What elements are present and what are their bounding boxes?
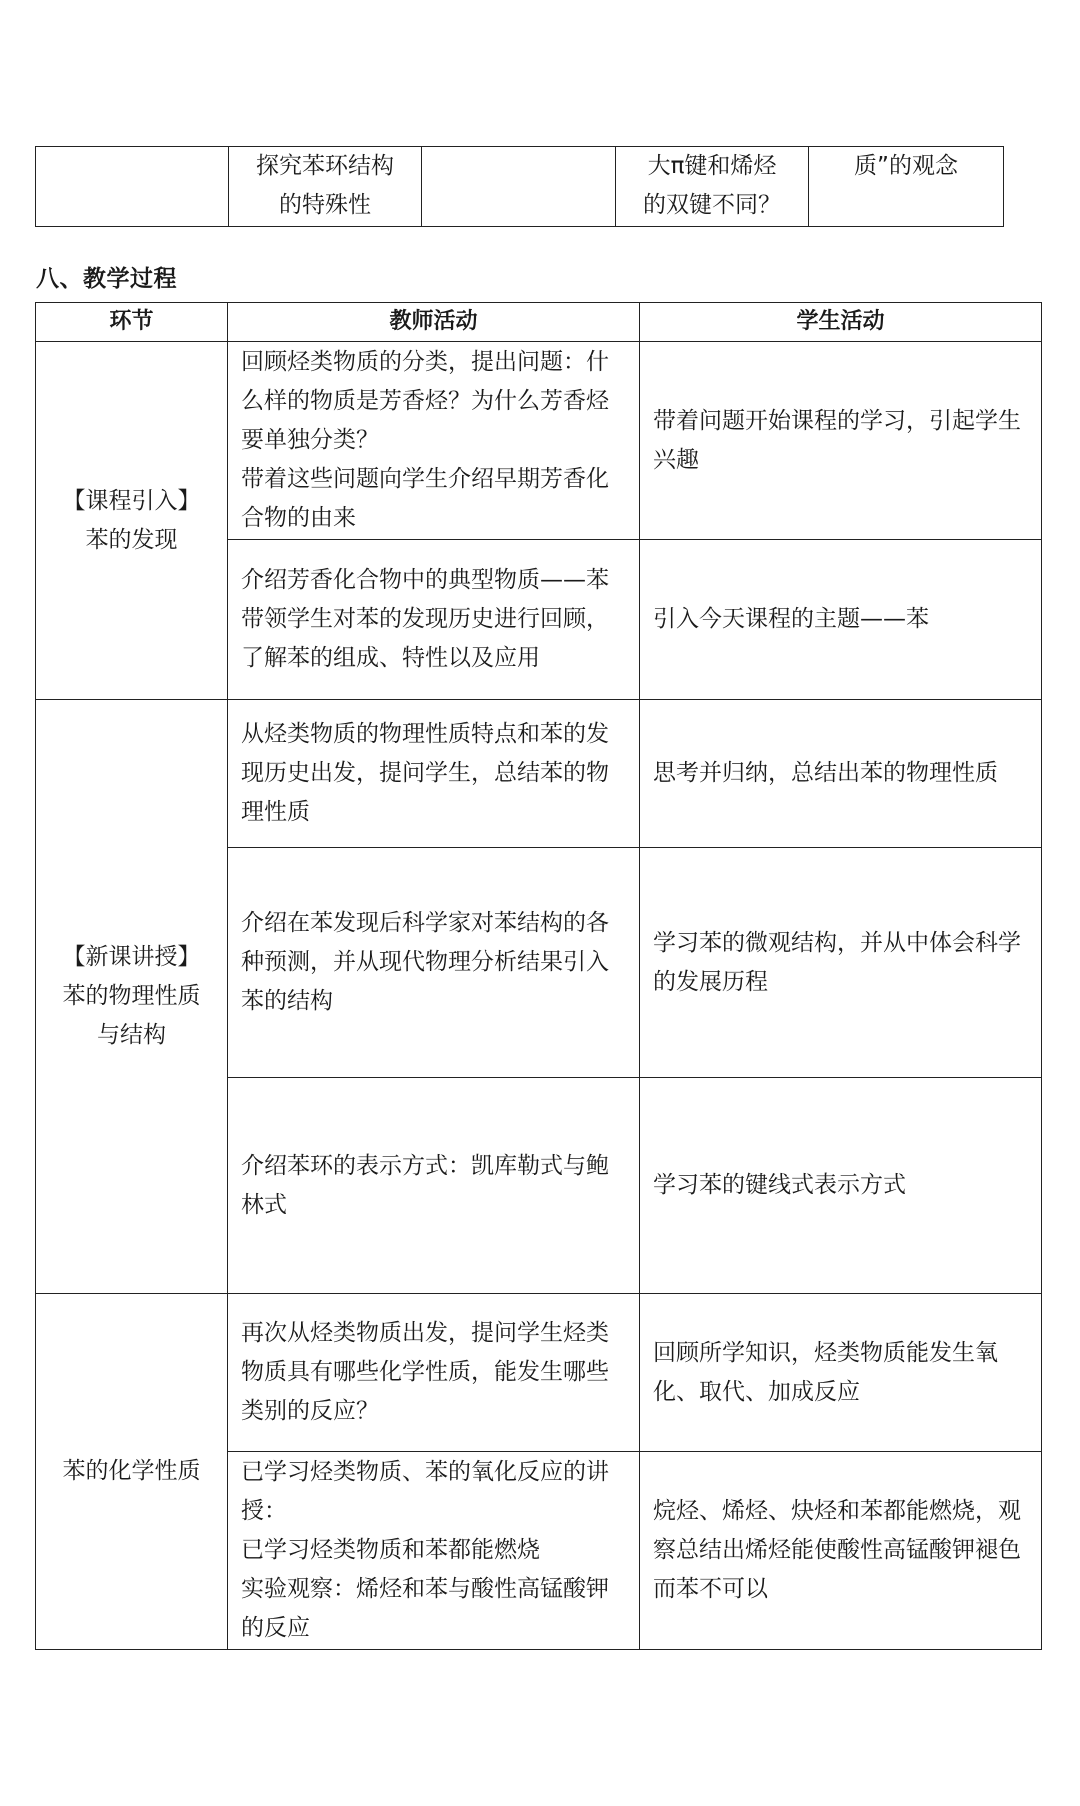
- student-activity-cell: [640, 700, 1042, 848]
- table-cell: [36, 147, 229, 227]
- teacher-activity-cell: [228, 540, 640, 700]
- stage-label: 【新课讲授】: [62, 944, 201, 970]
- table-row: [36, 1294, 1042, 1452]
- teacher-activity-text: 带领学生对苯的发现历史进行回顾，了解苯的组成、特性以及应用: [241, 606, 609, 671]
- table-cell: 大π键和烯烃的双键不同？: [616, 147, 809, 227]
- table-cell: 探究苯环结构的特殊性: [229, 147, 422, 227]
- student-activity-cell: [640, 540, 1042, 700]
- stage-label: 苯的物理性质与结构: [62, 983, 201, 1048]
- teacher-activity-text: 已学习烃类物质、苯的氧化反应的讲授：: [241, 1459, 609, 1524]
- teacher-activity-cell: [228, 342, 640, 540]
- column-header-teacher-activity: 教师活动: [228, 303, 640, 342]
- column-header-student-activity: 学生活动: [640, 303, 1042, 342]
- student-activity-text: 回顾所学知识，烃类物质能发生氧化、取代、加成反应: [653, 1339, 998, 1405]
- teaching-process-table: [35, 302, 1042, 1650]
- student-activity-text: 学习苯的微观结构，并从中体会科学的发展历程: [653, 929, 1021, 995]
- student-activity-text: 思考并归纳，总结出苯的物理性质: [653, 760, 998, 786]
- column-header-stage: 环节: [36, 303, 228, 342]
- table-cell: [422, 147, 616, 227]
- table-header-row: [36, 303, 1042, 342]
- teacher-activity-cell: [228, 848, 640, 1078]
- stage-label: 【课程引入】: [62, 487, 201, 514]
- stage-cell: [36, 700, 228, 1294]
- student-activity-text: 学习苯的键线式表示方式: [653, 1172, 906, 1198]
- teacher-activity-text: 从烃类物质的物理性质特点和苯的发现历史出发，提问学生，总结苯的物理性质: [241, 721, 609, 825]
- student-activity-text: 引入今天课程的主题——苯: [653, 606, 929, 632]
- teacher-activity-cell: [228, 700, 640, 848]
- teacher-activity-text: 回顾烃类物质的分类，提出问题：什么样的物质是芳香烃？为什么芳香烃要单独分类？: [241, 349, 609, 453]
- previous-section-table: [35, 146, 1004, 227]
- student-activity-cell: [640, 1078, 1042, 1294]
- teacher-activity-text: 已学习烃类物质和苯都能燃烧: [241, 1537, 540, 1563]
- student-activity-text: 带着问题开始课程的学习，引起学生兴趣: [653, 407, 1021, 473]
- stage-label: 苯的化学性质: [62, 1458, 201, 1484]
- teacher-activity-text: 介绍苯环的表示方式：凯库勒式与鲍林式: [241, 1152, 609, 1218]
- teacher-activity-text: 介绍芳香化合物中的典型物质——苯: [241, 567, 609, 593]
- student-activity-cell: [640, 342, 1042, 540]
- stage-cell: [36, 1294, 228, 1650]
- stage-cell: [36, 342, 228, 700]
- teacher-activity-text: 带着这些问题向学生介绍早期芳香化合物的由来: [241, 466, 609, 531]
- table-row: [36, 700, 1042, 848]
- table-row: [36, 147, 1004, 227]
- student-activity-cell: [640, 848, 1042, 1078]
- table-cell: 质”的观念: [809, 147, 1004, 227]
- student-activity-cell: [640, 1452, 1042, 1650]
- teacher-activity-text: 实验观察：烯烃和苯与酸性高锰酸钾的反应: [241, 1576, 609, 1641]
- teacher-activity-cell: [228, 1452, 640, 1650]
- teacher-activity-text: 介绍在苯发现后科学家对苯结构的各种预测，并从现代物理分析结果引入苯的结构: [241, 910, 609, 1014]
- student-activity-text: 烷烃、烯烃、炔烃和苯都能燃烧，观察总结出烯烃能使酸性高锰酸钾褪色而苯不可以: [653, 1498, 1021, 1602]
- student-activity-cell: [640, 1294, 1042, 1452]
- table-row: [36, 342, 1042, 540]
- teacher-activity-text: 再次从烃类物质出发，提问学生烃类物质具有哪些化学性质，能发生哪些类别的反应？: [241, 1320, 609, 1424]
- stage-label: 苯的发现: [85, 526, 178, 553]
- teacher-activity-cell: [228, 1078, 640, 1294]
- section-heading: 八、教学过程: [36, 266, 177, 292]
- teacher-activity-cell: [228, 1294, 640, 1452]
